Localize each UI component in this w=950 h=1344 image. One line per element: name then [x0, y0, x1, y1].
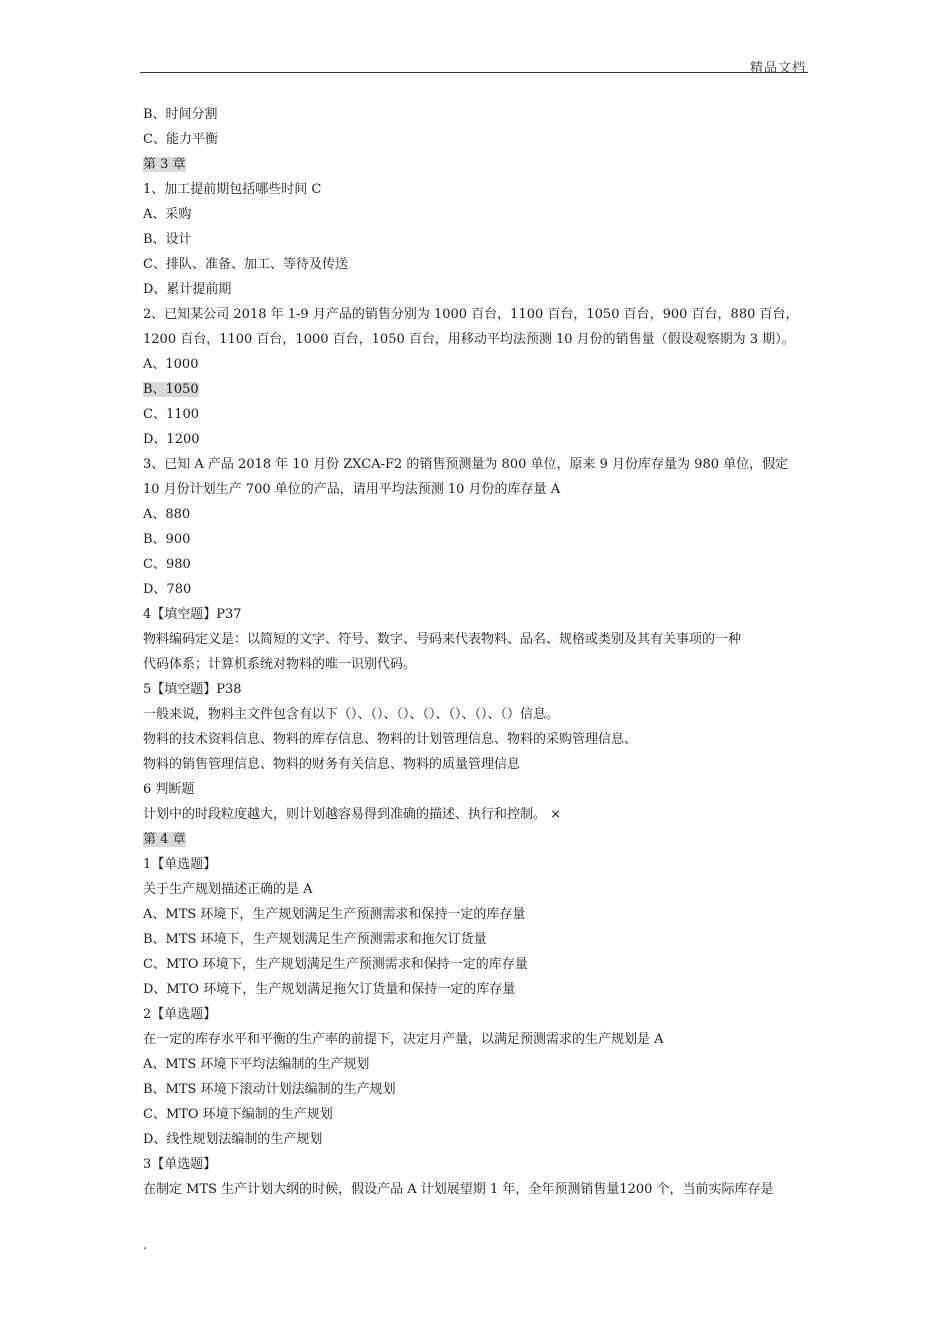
document-line: [143, 577, 811, 602]
document-line-text: 4【填空题】P37: [143, 607, 242, 622]
header-divider: [140, 72, 808, 73]
document-line: [143, 127, 811, 152]
document-line: [143, 727, 811, 752]
document-line-text: A、采购: [143, 207, 192, 222]
document-line-text: B、900: [143, 532, 191, 547]
document-line-text: 2、已知某公司 2018 年 1-9 月产品的销售分别为 1000 百台，1100 百台，1050 百台，900 百台，880 百台，: [143, 307, 799, 322]
document-line-text: 6 判断题: [143, 782, 195, 797]
document-line: [143, 402, 811, 427]
document-line: [143, 1027, 811, 1052]
document-line-text: B、1050: [143, 382, 199, 397]
document-line: [143, 152, 811, 177]
page-header-title: 精品文档: [749, 61, 806, 76]
document-line-text: 10 月份计划生产 700 单位的产品，请用平均法预测 10 月份的库存量 A: [143, 482, 561, 497]
document-line: [143, 252, 811, 277]
document-line: [143, 202, 811, 227]
document-line-text: B、MTS 环境下滚动计划法编制的生产规划: [143, 1082, 396, 1097]
document-line-text: B、MTS 环境下，生产规划满足生产预测需求和拖欠订货量: [143, 932, 487, 947]
document-line-text: C、1100: [143, 407, 200, 422]
document-line: [143, 427, 811, 452]
document-line-text: 物料编码定义是：以简短的文字、符号、数字、号码来代表物料、品名、规格或类别及其有关事项的一种: [143, 632, 742, 647]
document-body: [143, 102, 811, 1202]
document-line: [143, 977, 811, 1002]
document-line-text: D、780: [143, 582, 192, 597]
document-line: [143, 527, 811, 552]
document-line: [143, 752, 811, 777]
document-line-text: 计划中的时段粒度越大，则计划越容易得到准确的描述、执行和控制。 ×: [143, 807, 562, 822]
document-line-text: A、MTS 环境下，生产规划满足生产预测需求和保持一定的库存量: [143, 907, 526, 922]
document-line-text: C、MTO 环境下编制的生产规划: [143, 1107, 333, 1122]
document-line-text: 5【填空题】P38: [143, 682, 242, 697]
document-line: [143, 677, 811, 702]
document-line-text: 第 4 章: [143, 832, 186, 847]
document-line: [143, 877, 811, 902]
document-line: [143, 1127, 811, 1152]
document-line-text: C、MTO 环境下，生产规划满足生产预测需求和保持一定的库存量: [143, 957, 528, 972]
document-line-text: C、能力平衡: [143, 132, 218, 147]
document-line-text: 在一定的库存水平和平衡的生产率的前提下，决定月产量，以满足预测需求的生产规划是 A: [143, 1032, 664, 1047]
document-line: [143, 177, 811, 202]
document-line: [143, 1152, 811, 1177]
document-line: [143, 1002, 811, 1027]
document-line-text: 关于生产规划描述正确的是 A: [143, 882, 313, 897]
document-line: [143, 777, 811, 802]
document-line-text: D、线性规划法编制的生产规划: [143, 1132, 323, 1147]
document-line-text: 一般来说，物料主文件包含有以下（）、（）、（）、（）、（）、（）、（）信息。: [143, 707, 560, 722]
document-line: [143, 852, 811, 877]
document-line-text: C、980: [143, 557, 191, 572]
document-line: [143, 802, 811, 827]
document-line: [143, 477, 811, 502]
document-line-text: 1200 百台，1100 百台，1000 百台，1050 百台，用移动平均法预测 10 月份的销售量（假设观察期为 3 期）。: [143, 332, 795, 347]
document-line-text: A、880: [143, 507, 191, 522]
document-line-text: D、累计提前期: [143, 282, 232, 297]
document-line-text: D、MTO 环境下，生产规划满足拖欠订货量和保持一定的库存量: [143, 982, 516, 997]
document-line-text: 第 3 章: [143, 157, 186, 172]
document-line: [143, 702, 811, 727]
document-line-text: 1、加工提前期包括哪些时间 C: [143, 182, 322, 197]
document-line-text: B、设计: [143, 232, 192, 247]
document-line: [143, 927, 811, 952]
document-line: [143, 327, 811, 352]
footer-mark: .: [143, 1238, 148, 1253]
document-line: [143, 1102, 811, 1127]
document-line: [143, 602, 811, 627]
document-line: [143, 102, 811, 127]
document-line: [143, 277, 811, 302]
document-line-text: 物料的销售管理信息、物料的财务有关信息、物料的质量管理信息: [143, 757, 521, 772]
document-line-text: B、时间分割: [143, 107, 218, 122]
document-line: [143, 377, 811, 402]
document-line: [143, 552, 811, 577]
document-line: [143, 352, 811, 377]
document-line: [143, 652, 811, 677]
document-line-text: 3、已知 A 产品 2018 年 10 月份 ZXCA-F2 的销售预测量为 800 单位，原来 9 月份库存量为 980 单位，假定: [143, 457, 789, 472]
document-line: [143, 1177, 811, 1202]
document-line-text: A、1000: [143, 357, 199, 372]
document-line-text: 1【单选题】: [143, 857, 217, 872]
document-line: [143, 952, 811, 977]
document-line-text: D、1200: [143, 432, 200, 447]
document-line-text: 2【单选题】: [143, 1007, 217, 1022]
document-line-text: 代码体系；计算机系统对物料的唯一识别代码。: [143, 657, 417, 672]
document-line: [143, 902, 811, 927]
document-line: [143, 302, 811, 327]
document-line-text: C、排队、准备、加工、等待及传送: [143, 257, 348, 272]
document-line-text: 物料的技术资料信息、物料的库存信息、物料的计划管理信息、物料的采购管理信息、: [143, 732, 638, 747]
document-line: [143, 452, 811, 477]
document-line: [143, 827, 811, 852]
document-line: [143, 1077, 811, 1102]
document-line: [143, 227, 811, 252]
document-line-text: 3【单选题】: [143, 1157, 217, 1172]
document-line: [143, 627, 811, 652]
document-line-text: 在制定 MTS 生产计划大纲的时候，假设产品 A 计划展望期 1 年，全年预测销售量1200 个，当前实际库存是: [143, 1182, 774, 1197]
document-line: [143, 502, 811, 527]
document-line-text: A、MTS 环境下平均法编制的生产规划: [143, 1057, 370, 1072]
document-line: [143, 1052, 811, 1077]
